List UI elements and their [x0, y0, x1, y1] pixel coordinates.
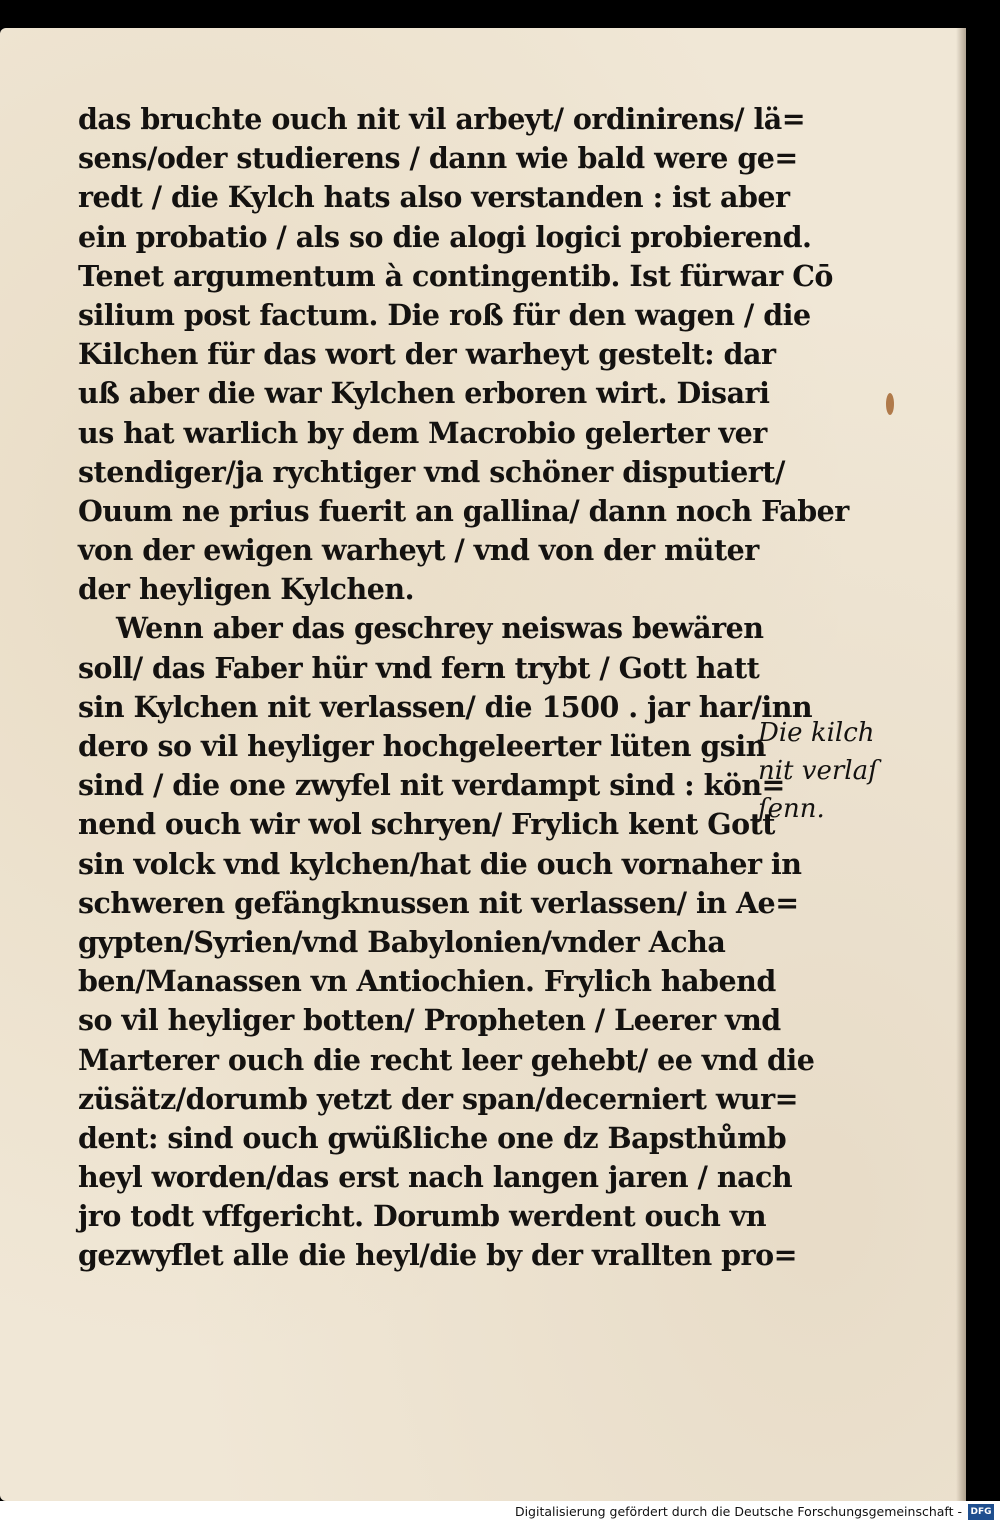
text-line: gezwyflet alle die heyl/die by der vrallten pro=	[78, 1238, 797, 1273]
text-line: gypten/Syrien/vnd Babylonien/vnder Acha	[78, 924, 726, 959]
paragraph-start-line: Wenn aber das geschrey neiswas bewären	[116, 611, 764, 646]
margin-note-line: Die kilch	[758, 718, 875, 748]
text-line: us hat warlich by dem Macrobio gelerter ver	[78, 415, 767, 450]
text-line: nend ouch wir wol schryen/ Frylich kent Gott	[78, 807, 775, 842]
text-line: redt / die Kylch hats also verstanden : ist aber	[78, 180, 790, 215]
footer-bar	[0, 1501, 1000, 1523]
page-edge-shadow	[956, 28, 966, 1501]
text-line: züsätz/dorumb yetzt der span/decerniert wur=	[78, 1081, 799, 1116]
text-line: Ouum ne prius fuerit an gallina/ dann noch Faber	[78, 493, 849, 528]
book-page	[0, 28, 966, 1501]
text-line: uß aber die war Kylchen erboren wirt. Disari	[78, 376, 770, 411]
text-line: Kilchen für das wort der warheyt gestelt: dar	[78, 337, 776, 372]
margin-note-line: ſenn.	[758, 794, 825, 824]
text-line: dent: sind ouch gwüßliche one dz Bapsthůmb	[78, 1120, 787, 1155]
text-line: soll/ das Faber hür vnd fern trybt / Gott hatt	[78, 650, 760, 685]
text-line: sens/oder studierens / dann wie bald were ge=	[78, 141, 798, 176]
text-line: ein probatio / als so die alogi logici probierend.	[78, 219, 812, 254]
margin-note-line: nit verlaſ	[758, 756, 878, 786]
text-line: schweren gefängknussen nit verlassen/ in Ae=	[78, 885, 799, 920]
margin-note	[758, 714, 898, 828]
text-line: jro todt vffgericht. Dorumb werdent ouch vn	[78, 1199, 767, 1234]
text-line: der heyligen Kylchen.	[78, 572, 414, 607]
text-line: dero so vil heyliger hochgeleerter lüten gsin	[78, 729, 766, 763]
text-line: das bruchte ouch nit vil arbeyt/ ordinirens/ lä=	[78, 102, 806, 136]
dfg-logo[interactable]: DFG	[968, 1504, 994, 1520]
text-line: sin volck vnd kylchen/hat die ouch vornaher in	[78, 846, 802, 881]
text-line: sind / die one zwyfel nit verdampt sind : kön=	[78, 768, 785, 803]
text-line: so vil heyliger botten/ Propheten / Leerer vnd	[78, 1003, 781, 1038]
ink-stain	[886, 393, 894, 415]
text-line: Marterer ouch die recht leer gehebt/ ee vnd die	[78, 1042, 815, 1077]
text-line: ben/Manassen vn Antiochien. Frylich habend	[78, 964, 776, 999]
text-line: heyl worden/das erst nach langen jaren / nach	[78, 1160, 793, 1195]
text-line: silium post factum. Die roß für den wagen / die	[78, 297, 811, 332]
main-text-block	[78, 100, 849, 1276]
text-line: von der ewigen warheyt / vnd von der müter	[78, 533, 759, 568]
text-line: Tenet argumentum à contingentib. Ist fürwar Cō	[78, 258, 833, 293]
funding-credit: Digitalisierung gefördert durch die Deutsche Forschungsgemeinschaft -	[514, 1504, 962, 1519]
text-line: sin Kylchen nit verlassen/ die 1500 . jar har/inn	[78, 689, 813, 724]
text-line: stendiger/ja rychtiger vnd schöner disputiert/	[78, 454, 785, 489]
